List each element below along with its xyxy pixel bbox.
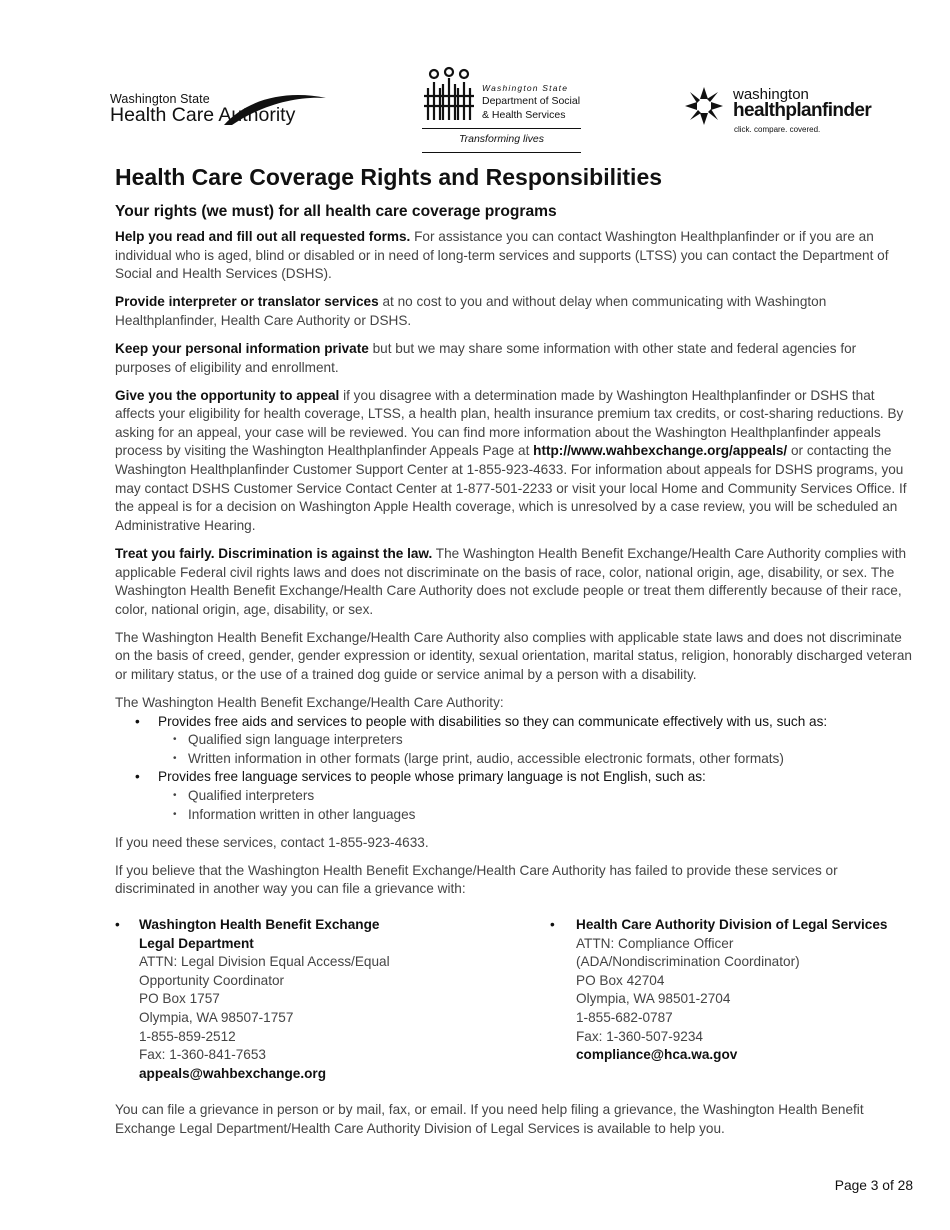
right-text: but but we may share some information with other state and federal agencies for purposes of eligibility and enrollment. <box>115 340 857 375</box>
list-item <box>135 768 915 824</box>
right-appeal <box>115 387 915 536</box>
address-line: PO Box 1757 <box>139 991 220 1007</box>
hca-swoosh-icon <box>218 92 328 126</box>
healthplanfinder-logo <box>684 84 894 138</box>
hca-logo-line2: Health Care Authority <box>110 104 296 126</box>
sub-list <box>158 787 915 824</box>
bullet: • <box>115 917 120 932</box>
services-list <box>115 713 915 825</box>
right-forms <box>115 228 915 284</box>
address-line: Olympia, WA 98507-1757 <box>139 1009 294 1025</box>
right-lead: Keep your personal information private <box>115 340 369 356</box>
hca-legal-address <box>550 916 916 1065</box>
healthplanfinder-star-icon <box>684 86 724 126</box>
address-name: Washington Health Benefit Exchange <box>139 917 380 932</box>
right-interpreter <box>115 293 915 330</box>
address-line: Fax: 1-360-841-7653 <box>139 1047 266 1063</box>
right-text: or contacting the Washington Healthplanfinder Customer Support Center at 1-855-923-4633. For information about appeals for DSHS programs, you may contact DSHS Customer Service Contact Center at 1-877-501-2233 or visit your local Home and Community Services Office. If the appeal is for a decision on Washington Apple Health coverage, which is unresolved by a case review, you will be scheduled an Administrative Hearing. <box>115 443 907 533</box>
dshs-logo-line1: Washington State <box>482 83 569 93</box>
hca-logo-line1: Washington State <box>110 92 210 106</box>
right-text: For assistance you can contact Washington Healthplanfinder or if you are an individual who is aged, blind or disabled or in need of long-term services and supports (LTSS) you can contact the Department of Social and Health Services (DSHS). <box>115 229 889 282</box>
section-heading: Your rights (we must) for all health care coverage programs <box>115 203 557 220</box>
right-fairness <box>115 545 915 619</box>
right-privacy <box>115 340 915 377</box>
page-number: Page 3 of 28 <box>834 1178 913 1193</box>
list-item: • Qualified interpreters <box>173 787 915 806</box>
dshs-emblem-icon <box>422 66 476 122</box>
healthplanfinder-tagline: click. compare. covered. <box>734 125 821 134</box>
right-lead: Give you the opportunity to appeal <box>115 387 340 403</box>
list-item <box>135 713 915 769</box>
right-text: at no cost to you and without delay when communicating with Washington Healthplanfinder, Health Care Authority or DSHS. <box>115 294 827 328</box>
address-line: PO Box 42704 <box>576 972 665 988</box>
divider <box>422 128 581 129</box>
closing-paragraph: You can file a grievance in person or by mail, fax, or email. If you need help filing a grievance, the Washington Health Benefit Exchange Legal Department/Health Care Authority Division of Legal Services is available to help you. <box>115 1102 864 1136</box>
list-item: • Information written in other languages <box>173 806 915 825</box>
address-line: ATTN: Compliance Officer <box>576 935 734 951</box>
grievance-intro: If you believe that the Washington Health Benefit Exchange/Health Care Authority has failed to provide these services or discriminated in another way you can file a grievance with: <box>115 862 838 897</box>
services-intro: The Washington Health Benefit Exchange/Health Care Authority: <box>115 695 504 711</box>
page-title: Health Care Coverage Rights and Responsibilities <box>115 164 663 190</box>
address-line: Fax: 1-360-507-9234 <box>576 1028 703 1044</box>
right-text: The Washington Health Benefit Exchange/Health Care Authority complies with applicable Federal civil rights laws and does not discriminate on the basis of race, color, national origin, age, disability, or sex. The Washington Health Benefit Exchange/Health Care Authority does not exclude people or treat them differently because of their race, color, national origin, age, disability, or sex. <box>115 545 907 617</box>
dshs-logo-line2: Department of Social <box>482 95 581 107</box>
hca-logo <box>110 92 325 132</box>
address-line: ATTN: Legal Division Equal Access/Equal <box>139 954 390 970</box>
main-content <box>115 160 915 1138</box>
address-line: Olympia, WA 98501-2704 <box>576 991 731 1007</box>
healthplanfinder-logo-line1: washington <box>733 86 809 103</box>
contact-line: If you need these services, contact 1-855-923-4633. <box>115 834 429 850</box>
dshs-logo <box>422 66 584 154</box>
list-item: • Written information in other formats (large print, audio, accessible electronic formats, other formats) <box>173 750 915 769</box>
grievance-addresses <box>115 916 915 1086</box>
address-line: 1-855-682-0787 <box>576 1009 673 1025</box>
right-lead: Treat you fairly. Discrimination is against the law. <box>115 545 433 561</box>
sub-list <box>158 731 915 768</box>
list-item: • Qualified sign language interpreters <box>173 731 915 750</box>
right-text: if you disagree with a determination made by Washington Healthplanfinder or DSHS that affects your eligibility for health coverage, LTSS, a health plan, health insurance premium tax credits, or cost-sharing reductions. By asking for an appeal, your case will be reviewed. You can find more information about the Washington Healthplanfinder appeals process by visiting the Washington Healthplanfinder Appeals Page at <box>115 387 904 459</box>
address-line: Opportunity Coordinator <box>139 972 285 988</box>
bullet: • <box>550 917 555 932</box>
email-link[interactable]: compliance@hca.wa.gov <box>576 1047 738 1063</box>
hbe-legal-address <box>115 916 469 1083</box>
address-line: 1-855-859-2512 <box>139 1028 236 1044</box>
healthplanfinder-logo-line2: healthplanfinder <box>733 100 872 121</box>
right-lead: Help you read and fill out all requested forms. <box>115 229 411 244</box>
divider <box>422 152 581 153</box>
appeals-link[interactable]: http://www.wahbexchange.org/appeals/ <box>533 443 788 459</box>
service-label: Provides free aids and services to people with disabilities so they can communicate effectively with us, such as: <box>158 713 828 729</box>
dshs-tagline: Transforming lives <box>459 133 544 145</box>
address-name: Health Care Authority Division of Legal Services <box>576 917 888 932</box>
email-link[interactable]: appeals@wahbexchange.org <box>139 1065 327 1081</box>
address-line: (ADA/Nondiscrimination Coordinator) <box>576 954 800 970</box>
service-label: Provides free language services to people whose primary language is not English, such as: <box>158 769 706 785</box>
state-laws-paragraph: The Washington Health Benefit Exchange/Health Care Authority also complies with applicable state laws and does not discriminate on the basis of creed, gender, gender expression or identity, sexual orientation, marital status, religion, honorably discharged veteran or military status, or the use of a trained dog guide or service animal by a person with a disability. <box>115 629 912 682</box>
dshs-logo-line3: & Health Services <box>482 109 566 121</box>
address-name: Legal Department <box>139 935 254 951</box>
right-lead: Provide interpreter or translator services <box>115 294 379 310</box>
